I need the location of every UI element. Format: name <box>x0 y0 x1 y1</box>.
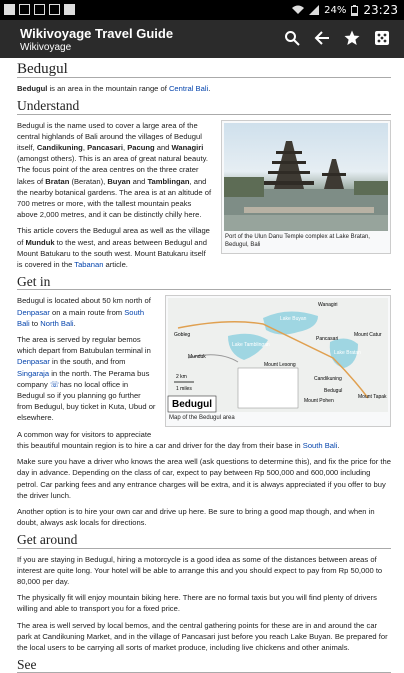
text: article. <box>103 260 128 270</box>
bold-term: Pancasari <box>87 143 123 153</box>
map-peak-tapak: Mount Tapak <box>358 394 387 401</box>
map-peak-catur: Mount Catur <box>354 332 382 339</box>
bold-term: Buyan <box>107 176 131 186</box>
map-place-wanagiri: Wanagiri <box>318 302 338 309</box>
text: is an area in the mountain range of <box>47 84 169 94</box>
battery-icon <box>351 5 358 16</box>
text: to <box>29 318 41 328</box>
bold-term: Bratan <box>45 176 70 186</box>
map-place-munduk: Munduk <box>188 354 206 361</box>
getaround-paragraph-3: The area is well served by local bemos, and the central gathering points for these are in and around the car park at Candikuning Market, and in the village of Pancasari just before you reach Lake Buyan. Be prepared for the local users to be carrying all sorts of market produce, including live chickens and other animals. <box>17 620 388 652</box>
search-icon <box>284 30 300 46</box>
link-central-bali[interactable]: Central Bali <box>168 84 209 94</box>
map-place-bedugul: Bedugul <box>324 388 343 395</box>
text: . <box>337 440 340 450</box>
getaround-paragraph-2: The physically fit will enjoy mountain biking here. There are no formal taxis but you will find plenty of drivers willing and able to transport you for a fixed price. <box>17 593 377 614</box>
search-button[interactable] <box>284 30 300 46</box>
link-south-bali[interactable]: South Bali <box>302 440 338 450</box>
image-icon <box>19 4 30 15</box>
map-figure <box>165 295 391 427</box>
battery-level: 24% <box>324 4 347 16</box>
text: Bedugul is located about 50 km north of <box>17 296 151 306</box>
link-denpasar[interactable]: Denpasar <box>17 357 50 367</box>
text: , and the nearby botanical gardens. The area is at an altitude of 700 metres or more, with the tallest mountain peaks above 2,000 metres, and it can be distinctly chilly here. <box>17 176 212 220</box>
link-tabanan[interactable]: Tabanan <box>74 260 104 270</box>
map-scale-km: 2 km <box>176 374 187 381</box>
text: . <box>208 84 211 94</box>
map-scale-mi: 1 miles <box>176 386 192 393</box>
phone-icon: ☏ <box>49 379 60 389</box>
text: . <box>73 318 76 328</box>
text: on a main route from <box>49 307 125 317</box>
text: , <box>82 143 88 153</box>
bold-term: Bedugul <box>17 84 48 94</box>
text: , <box>122 143 128 153</box>
clock: 23:23 <box>363 3 398 17</box>
link-north-bali[interactable]: North Bali <box>40 318 74 328</box>
text: in the north. The Perama bus company <box>17 368 150 389</box>
link-south-bali[interactable]: South Bali <box>17 307 145 328</box>
text: and <box>130 176 148 186</box>
facebook-icon <box>4 4 15 15</box>
bold-term: Candikuning <box>36 143 83 153</box>
download-icon <box>64 4 75 15</box>
notification-icons <box>4 4 75 15</box>
wifi-icon <box>292 5 304 15</box>
app-subtitle: Wikivoyage <box>20 42 72 53</box>
text: in the south, and from <box>49 357 126 367</box>
intro-paragraph <box>17 83 391 94</box>
map-peak-pohen: Mount Pohen <box>304 398 334 405</box>
bold-term: Munduk <box>25 237 55 247</box>
alert-icon <box>49 4 60 15</box>
getin-paragraph-3 <box>17 429 391 451</box>
temple-photo[interactable] <box>224 123 388 231</box>
back-button[interactable] <box>314 30 330 46</box>
heading-understand: Understand <box>17 100 391 114</box>
map-place-pancasari: Pancasari <box>316 336 339 343</box>
bold-term: Pacung <box>127 143 155 153</box>
random-article-button[interactable] <box>374 30 390 46</box>
temple-figure <box>221 120 391 254</box>
area-map[interactable] <box>168 298 388 412</box>
text: A common way for visitors to appreciate this beautiful mountain region is to hire a car and driver for the day from their base in <box>17 429 303 450</box>
text: The area is served by regular bemos which depart from Batubulan terminal in <box>17 335 151 356</box>
arrow-left-icon <box>314 30 330 46</box>
map-label: Bedugul <box>172 399 212 411</box>
app-title: Wikivoyage Travel Guide <box>20 26 174 41</box>
star-icon <box>344 30 360 46</box>
map-place-lake-tamblingan: Lake Tamblingan <box>232 342 270 349</box>
text: This article covers the Bedugul area as well as the village of <box>17 226 210 247</box>
map-peak-lesong: Mount Lesong <box>264 362 296 369</box>
heading-see: See <box>17 659 391 673</box>
link-denpasar[interactable]: Denpasar <box>17 307 50 317</box>
getaround-paragraph-1: If you are staying in Bedugul, hiring a motorcycle is a good idea as some of the distances between areas of interest are quite long. Your hotel will be able to arrange this and you should expect to pay from Rp 50,000 to 80,000 per day. <box>17 554 383 586</box>
map-place-gobleg: Gobleg <box>174 332 191 339</box>
temple-caption: Port of the Ulun Danu Temple complex at Lake Bratan, Bedugul, Bali <box>225 233 370 248</box>
app-bar <box>0 20 404 58</box>
map-place-lake-buyan: Lake Buyan <box>280 316 307 323</box>
status-bar <box>0 0 404 20</box>
text: and <box>154 143 172 153</box>
text: to the west, and areas between Bedugul and Mount Batukaru to the south west. Mount Batukaru itself is covered in the <box>17 237 207 270</box>
page-title: Bedugul <box>17 64 391 78</box>
text: (Beratan), <box>69 176 108 186</box>
heading-get-in: Get in <box>17 276 391 290</box>
bold-term: Wanagiri <box>171 143 204 153</box>
text: has no local office in Bedugul so if you planning go further from Bedugul, buy ticket in Kuta, Ubud or elsewhere. <box>17 379 156 423</box>
bookmark-button[interactable] <box>344 30 360 46</box>
dice-icon <box>374 30 390 46</box>
text: Bedugul is the name used to cover a large area of the central highlands of Bali around the villages of Bedugul itself, <box>17 120 202 153</box>
map-caption: Map of the Bedugul area <box>169 415 235 422</box>
image-icon <box>34 4 45 15</box>
map-place-lake-bratan: Lake Bratan <box>334 350 361 357</box>
bold-term: Tamblingan <box>147 176 190 186</box>
signal-icon <box>309 5 319 15</box>
getin-paragraph-4: Make sure you have a driver who knows the area well (ask questions to determine this), and fix the price for the day in advance. Depending on the class of car, expect to pay between Rp 500,000 and 600,000 including petrol. Car parking fees and any entrance charges will be extra, and it is always appreciated if you offer to buy the driver lunch. <box>17 457 391 500</box>
link-singaraja[interactable]: Singaraja <box>17 368 50 378</box>
map-place-candikuning: Candikuning <box>314 376 342 383</box>
temple-illustration <box>224 123 388 231</box>
heading-get-around: Get around <box>17 534 391 548</box>
getin-paragraph-5: Another option is to hire your own car and drive up here. Be sure to bring a good map though, and when in doubt, always ask locals for directions. <box>17 506 375 528</box>
text: (amongst others). This is an area of great natural beauty. The focus point of the area centres on the three crater lakes of <box>17 154 208 186</box>
article-content <box>17 58 391 673</box>
